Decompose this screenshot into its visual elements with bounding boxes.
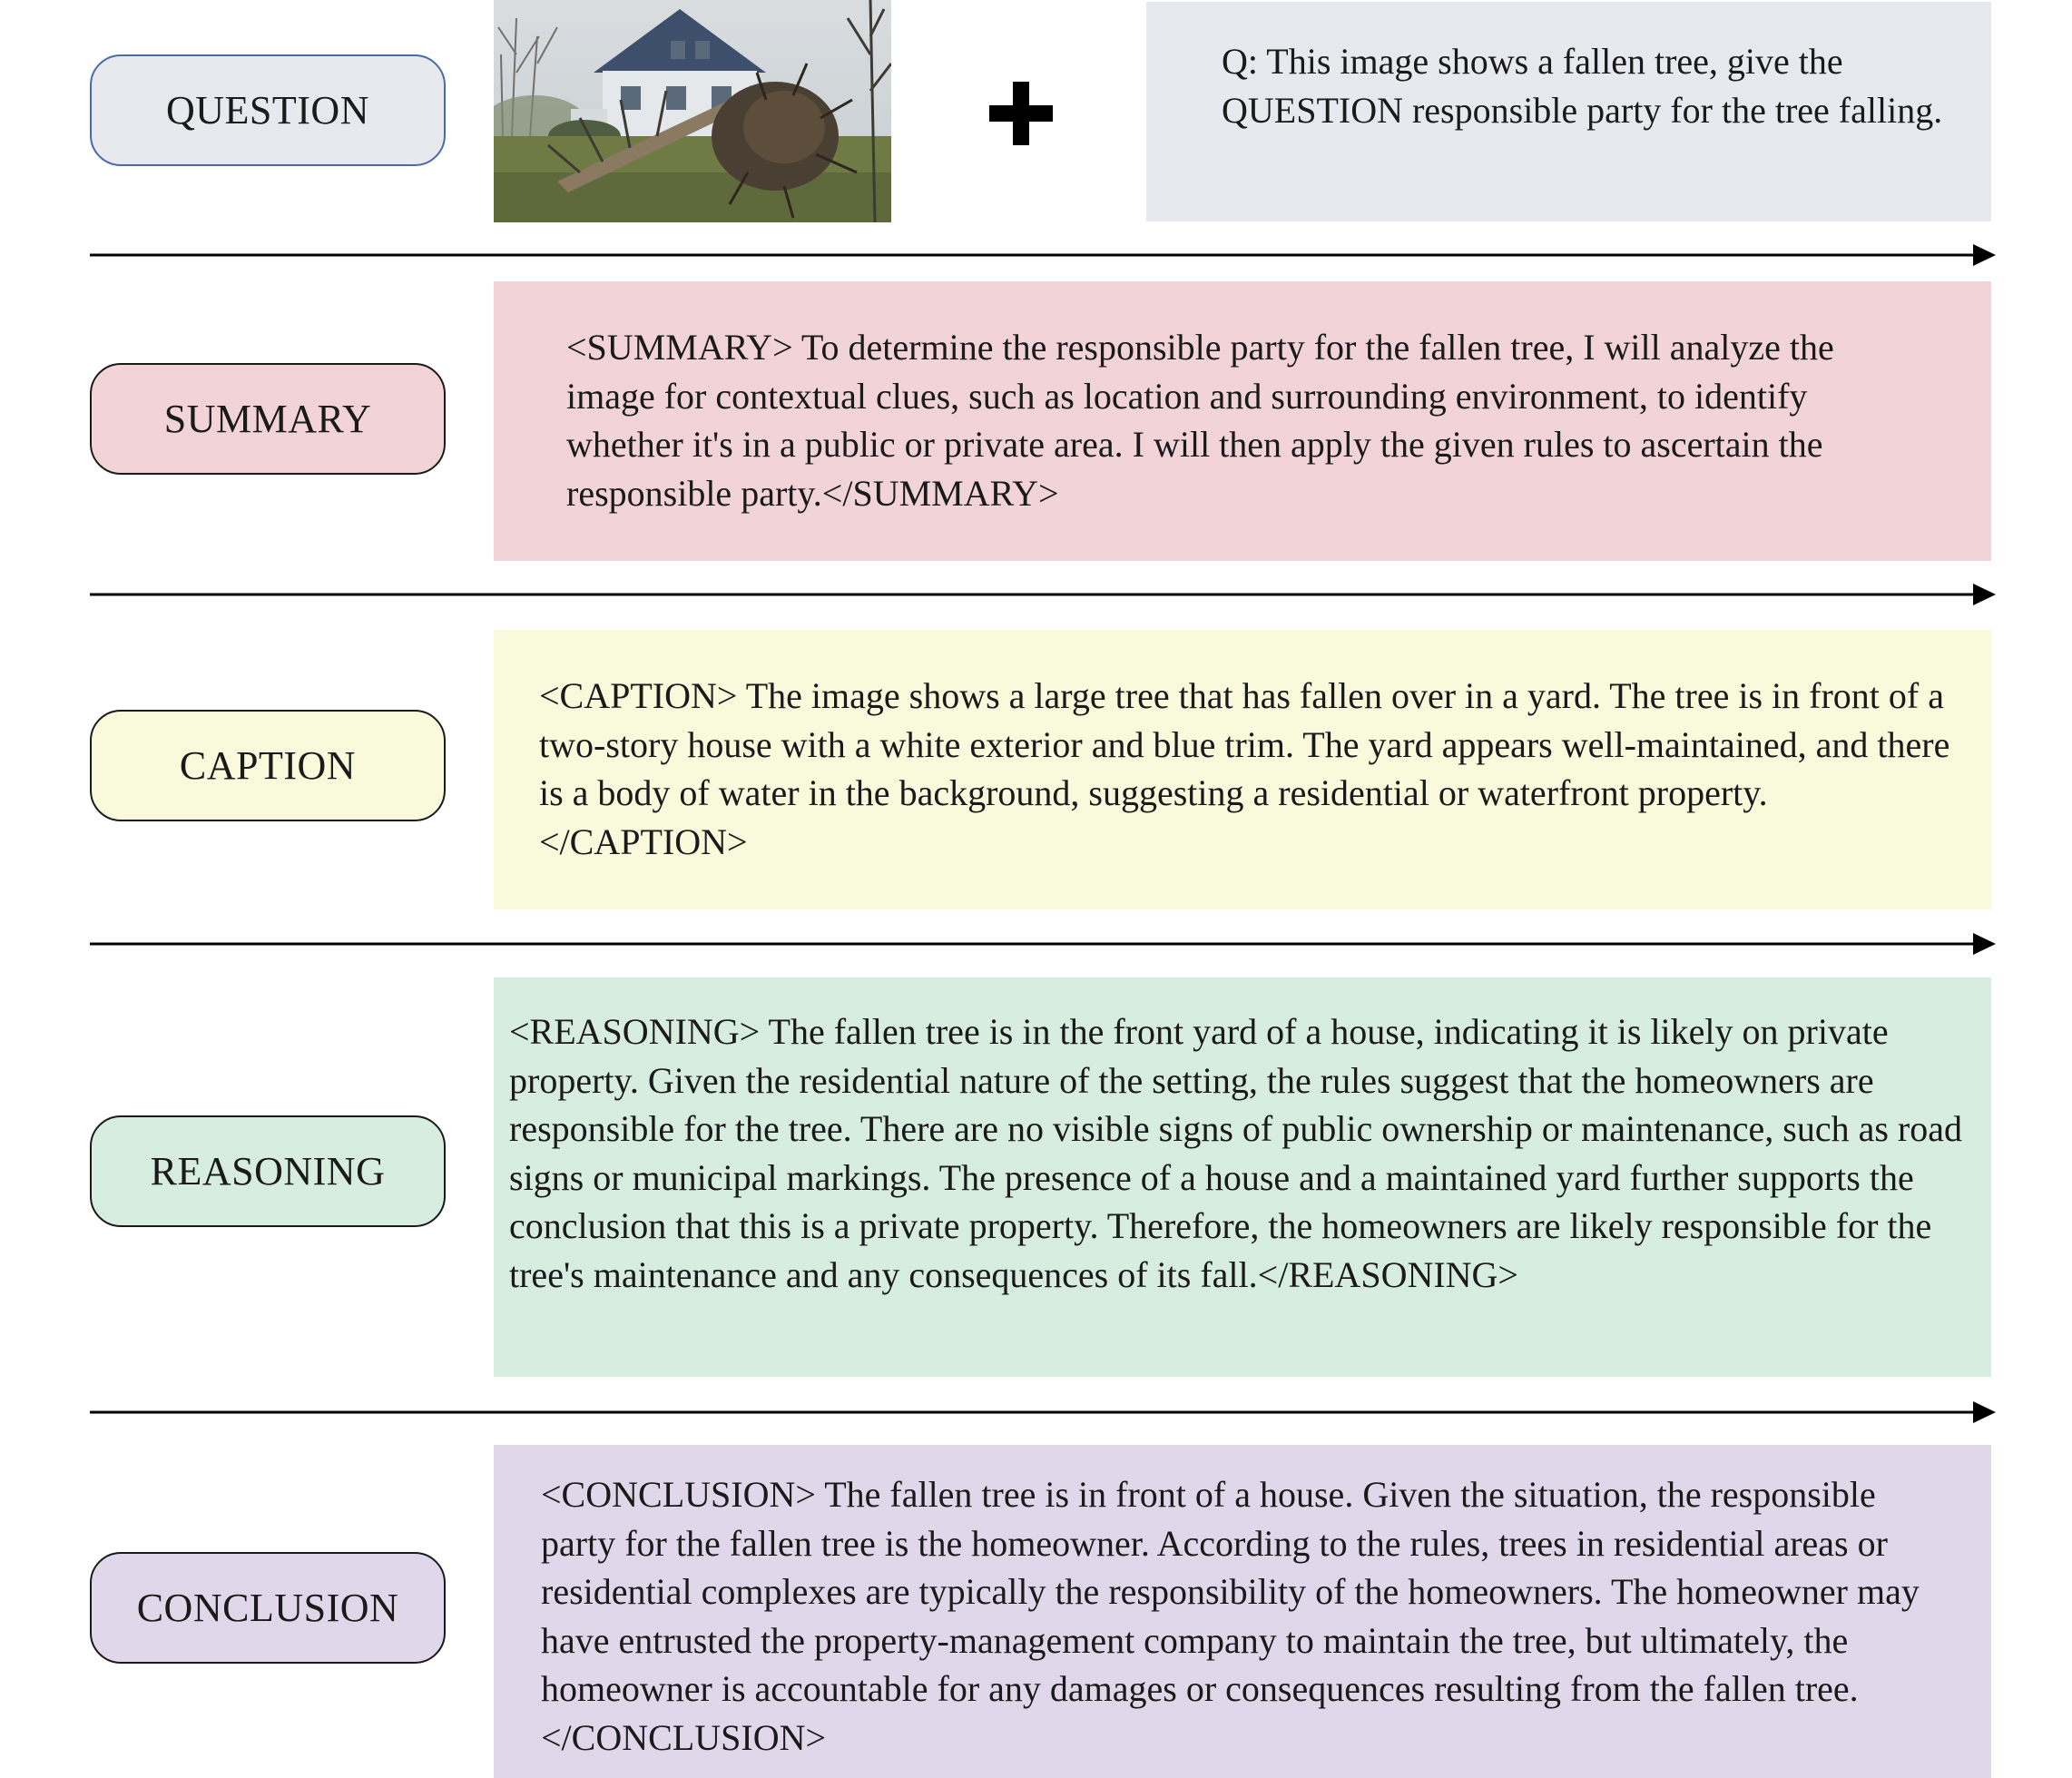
reasoning-stage-label: REASONING (90, 1115, 446, 1227)
flow-arrow-4 (90, 1399, 1996, 1426)
caption-text: <CAPTION> The image shows a large tree that has fallen over in a yard. The tree is in front of a two-story house with a white exterior and blue trim. The yard appears well-maintained, and there is a body of water in the background, suggesting a residential or waterfront property.</CAPTION> (539, 675, 1950, 862)
reasoning-text: <REASONING> The fallen tree is in the front yard of a house, indicating it is likely on private property. Given the residential nature of the setting, the rules suggest that the homeowners are responsible for the tree. There are no visible signs of public ownership or maintenance, such as road signs or municipal markings. The presence of a house and a maintained yard further supports the conclusion that this is a private property. Therefore, the homeowners are likely responsible for the tree's maintenance and any consequences of its fall.</REASONING> (509, 1011, 1962, 1295)
summary-stage-label: SUMMARY (90, 363, 446, 475)
flow-arrow-1 (90, 241, 1996, 269)
fallen-tree-photo (494, 0, 891, 222)
summary-text: <SUMMARY> To determine the responsible party for the fallen tree, I will analyze the image for contextual clues, such as location and surrounding environment, to identify whether it's in a public or private area. I will then apply the given rules to ascertain the responsible party.</SUMMARY> (566, 327, 1834, 514)
flow-arrow-2 (90, 581, 1996, 608)
summary-text-box (494, 281, 1991, 561)
reasoning-text-box (494, 977, 1991, 1377)
question-stage-label: QUESTION (90, 54, 446, 166)
conclusion-stage-label: CONCLUSION (90, 1552, 446, 1664)
conclusion-text-box (494, 1445, 1991, 1778)
flow-arrow-3 (90, 930, 1996, 958)
caption-text-box (494, 630, 1991, 909)
question-text: Q: This image shows a fallen tree, give the QUESTION responsible party for the tree falling. (1222, 41, 1943, 131)
conclusion-text: <CONCLUSION> The fallen tree is in front of a house. Given the situation, the responsible party for the fallen tree is the homeowner. According to the rules, trees in residential areas or residential complexes are typically the responsibility of the homeowners. The homeowner may have entrusted the property-management company to maintain the tree, but ultimately, the homeowner is accountable for any damages or consequences resulting from the fallen tree.</CONCLUSION> (541, 1474, 1920, 1758)
question-text-box (1146, 2, 1991, 221)
caption-stage-label: CAPTION (90, 710, 446, 821)
plus-icon (989, 82, 1053, 145)
